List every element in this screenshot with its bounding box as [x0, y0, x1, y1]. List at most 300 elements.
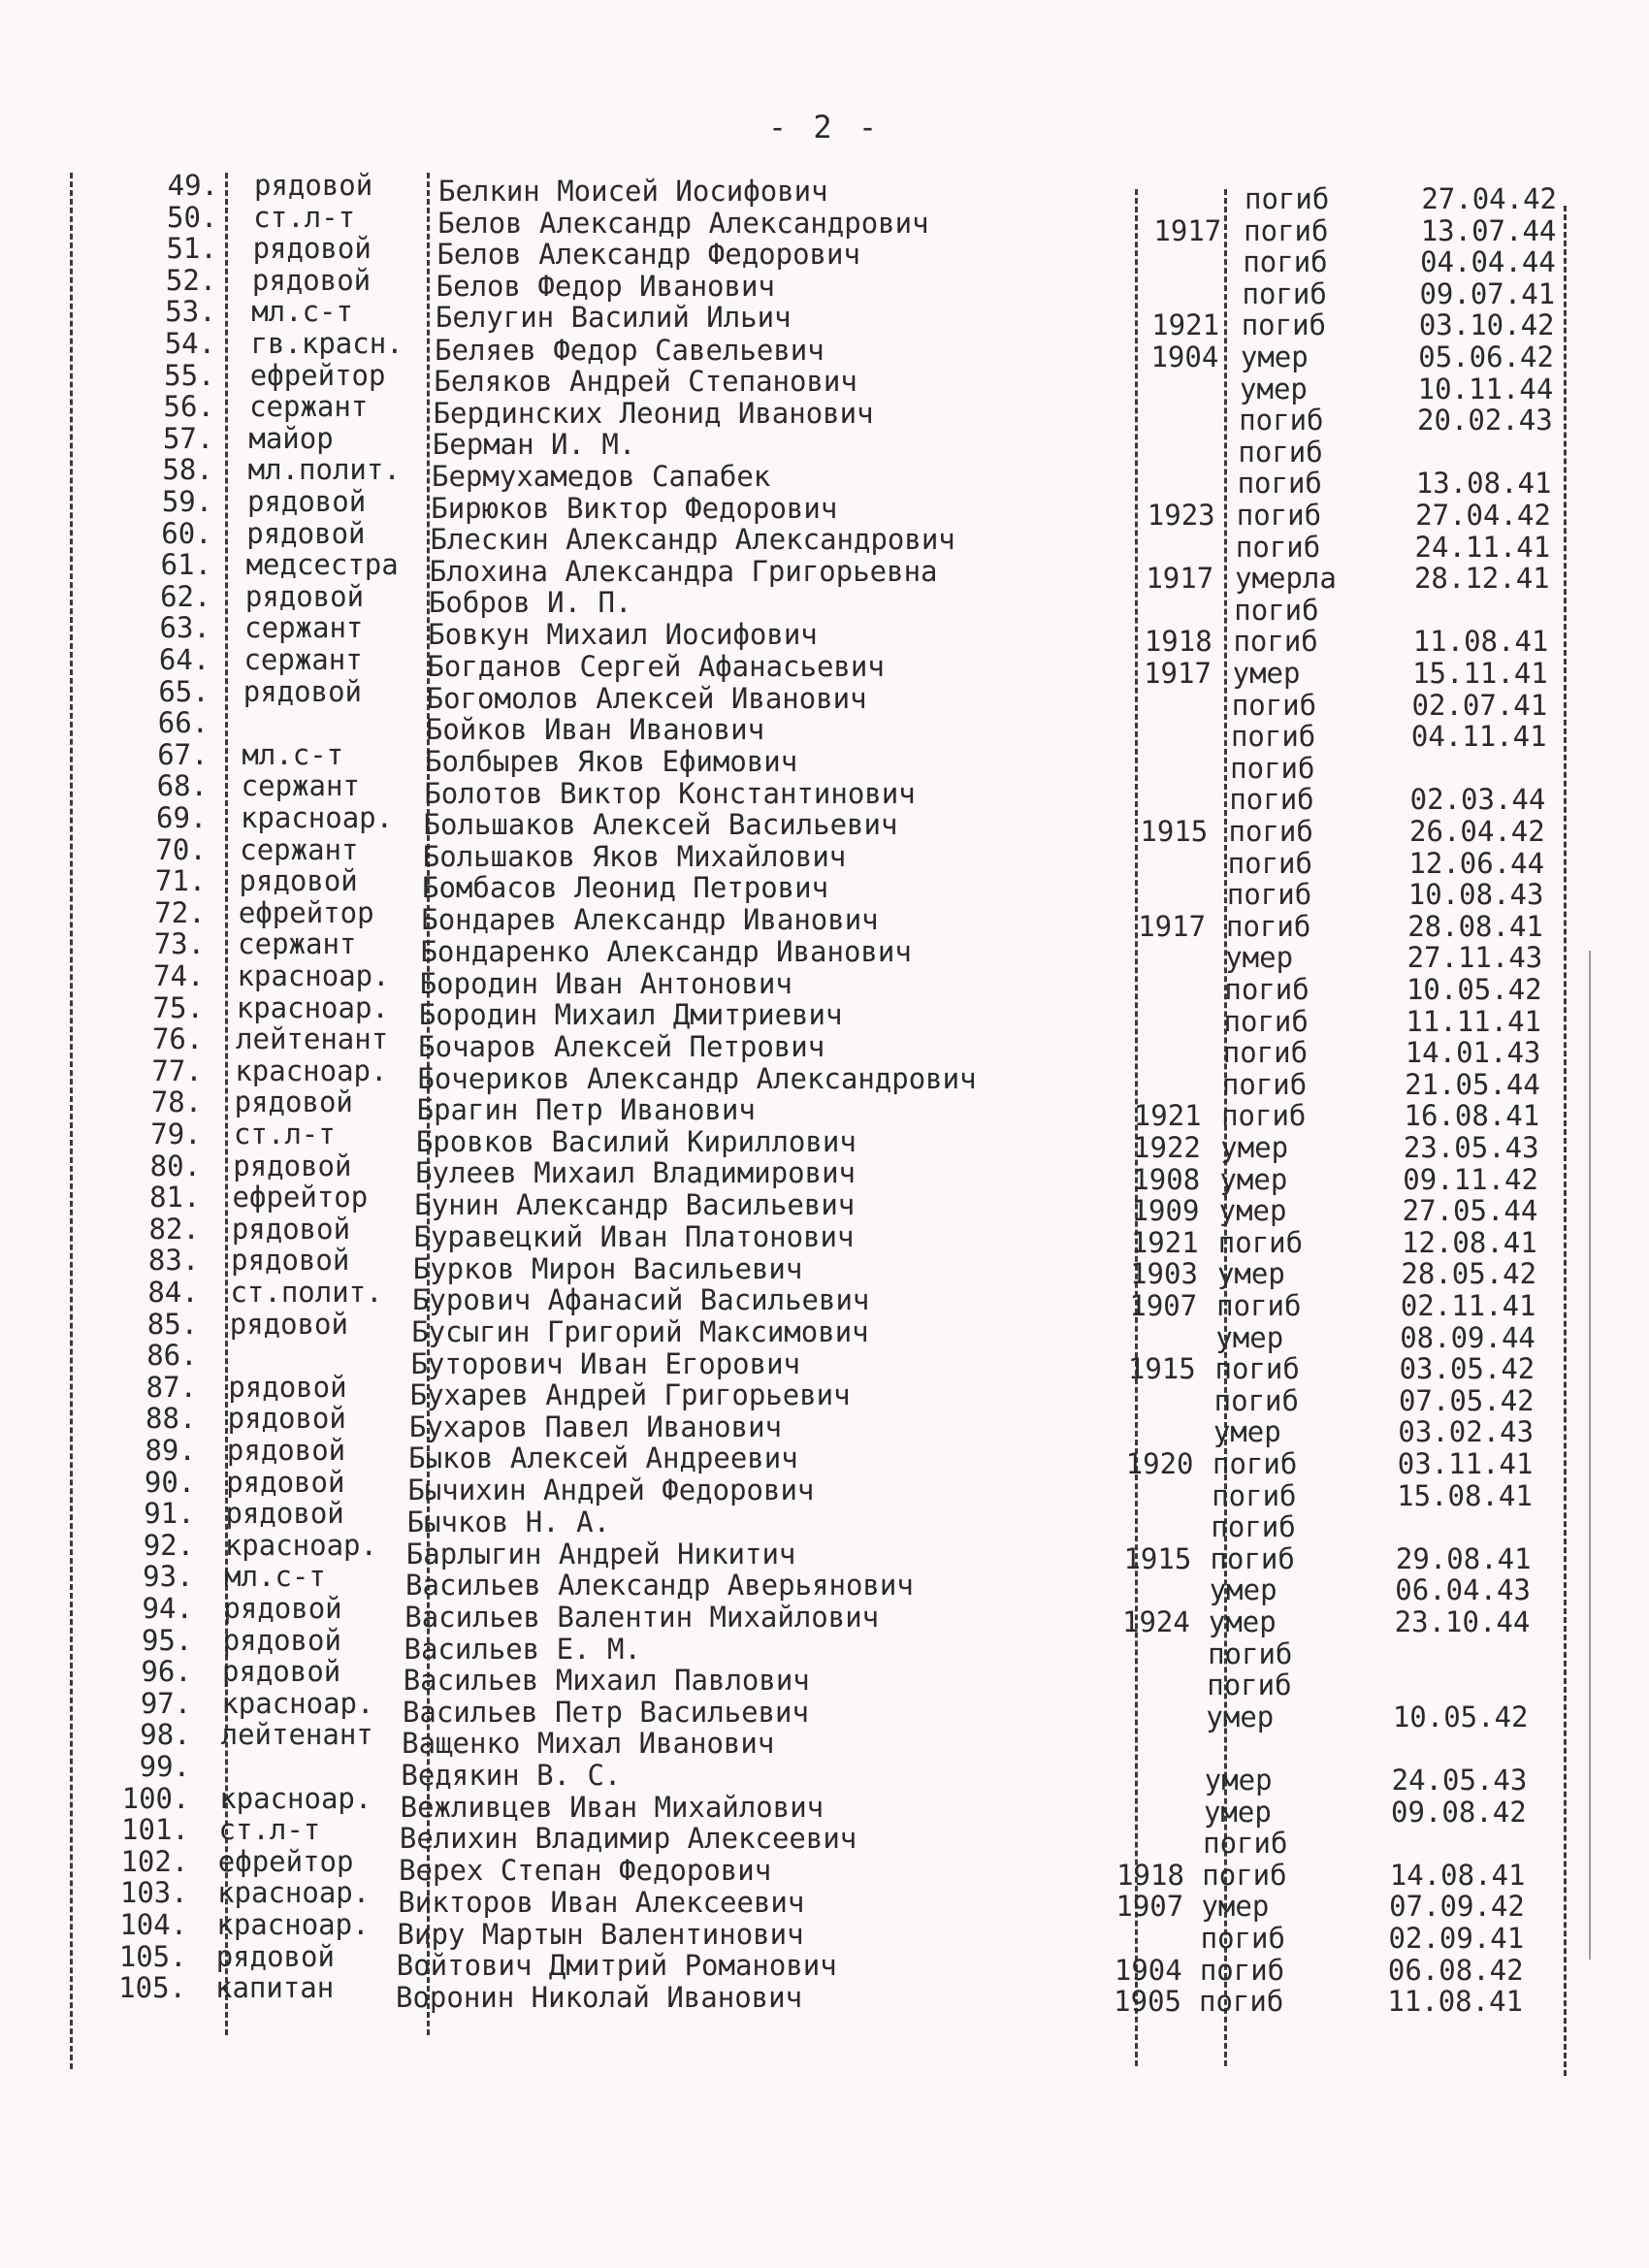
entry-num: 105.: [118, 1939, 187, 1973]
entry-name: Блескин Александр Александрович: [430, 523, 955, 557]
entry-num: 85.: [146, 1307, 199, 1341]
entry-rank: красноар.: [236, 990, 389, 1024]
entry-rank: рядовой: [223, 1592, 342, 1625]
list-item: [0, 1560, 1649, 1607]
entry-rank: рядовой: [242, 674, 362, 708]
list-item: [0, 1844, 1649, 1892]
entry-name: Блохина Александра Григорьевна: [429, 554, 938, 588]
entry-name: Вежливцев Иван Михайлович: [400, 1790, 824, 1824]
entry-date: 11.08.41: [1387, 1985, 1523, 2019]
entry-rank: мл.полит.: [247, 453, 401, 487]
entry-num: 72.: [154, 895, 206, 929]
entry-status: погиб: [1210, 1541, 1295, 1575]
entry-name: Васильев Петр Васильевич: [402, 1695, 809, 1729]
entry-num: 84.: [147, 1276, 199, 1309]
entry-name: Барлыгин Андрей Никитич: [405, 1537, 796, 1571]
entry-num: 77.: [151, 1053, 203, 1087]
entry-date: 23.10.44: [1394, 1605, 1531, 1638]
entry-status: погиб: [1199, 1985, 1284, 2019]
entry-status: умер: [1216, 1257, 1285, 1291]
entry-status: умер: [1201, 1890, 1270, 1924]
entry-num: 86.: [146, 1339, 198, 1373]
entry-year: 1915: [1127, 1352, 1196, 1386]
entry-name: Большаков Яков Михайлович: [422, 839, 847, 873]
entry-date: 07.05.42: [1398, 1383, 1535, 1417]
entry-rank: красноар.: [217, 1876, 371, 1910]
entry-status: погиб: [1233, 625, 1318, 659]
entry-status: умер: [1220, 1131, 1289, 1164]
entry-rank: красноар.: [224, 1528, 377, 1562]
entry-name: Буравецкий Иван Платонович: [413, 1219, 855, 1253]
entry-name: Бородин Иван Антонович: [419, 966, 792, 1000]
entry-num: 99.: [139, 1750, 191, 1783]
entry-date: 16.08.41: [1404, 1099, 1540, 1133]
entry-date: 02.09.41: [1388, 1922, 1525, 1955]
entry-name: Белкин Моисей Иосифович: [438, 175, 828, 208]
entry-status: погиб: [1213, 1383, 1299, 1417]
entry-rank: рядовой: [251, 263, 372, 297]
entry-rank: красноар.: [235, 1053, 388, 1087]
list-item: [0, 390, 1649, 437]
entry-date: 21.05.44: [1405, 1067, 1540, 1101]
entry-year: 1921: [1133, 1099, 1202, 1133]
entry-num: 105.: [118, 1971, 186, 2005]
entry-name: Болбырев Яков Ефимович: [425, 744, 798, 778]
entry-date: 02.11.41: [1400, 1289, 1536, 1322]
list-item: [0, 516, 1649, 564]
entry-status: умер: [1215, 1320, 1284, 1354]
entry-num: 81.: [149, 1181, 201, 1215]
entry-name: Бычихин Андрей Федорович: [407, 1473, 815, 1507]
entry-date: 27.04.42: [1415, 499, 1551, 532]
entry-status: погиб: [1245, 182, 1330, 215]
entry-status: погиб: [1217, 1225, 1304, 1259]
entry-date: 08.09.44: [1400, 1320, 1536, 1354]
entry-year: 1908: [1132, 1162, 1201, 1196]
entry-rank: ст.л-т: [253, 200, 356, 234]
entry-rank: сержант: [243, 643, 363, 676]
list-item: [0, 1876, 1649, 1924]
entry-name: Бовкун Михаил Иосифович: [428, 617, 818, 651]
entry-name: Большаков Алексей Васильевич: [423, 808, 898, 842]
entry-year: 1917: [1153, 213, 1222, 247]
entry-name: Васильев Александр Аверьянович: [405, 1569, 914, 1603]
entry-status: погиб: [1226, 909, 1311, 943]
entry-year: 1917: [1138, 909, 1207, 943]
entry-rank: сержант: [244, 611, 364, 645]
entry-status: умер: [1206, 1700, 1275, 1733]
list-item: [0, 1434, 1649, 1480]
entry-num: 104.: [119, 1908, 188, 1941]
entry-name: Берман И. М.: [432, 428, 636, 462]
list-item: [0, 1244, 1649, 1291]
entry-status: погиб: [1223, 1004, 1309, 1038]
entry-status: погиб: [1214, 1352, 1300, 1386]
entry-date: 28.08.41: [1407, 909, 1543, 943]
entry-rank: красноар.: [237, 959, 390, 992]
entry-date: 03.10.42: [1418, 308, 1555, 342]
entry-num: 51.: [166, 232, 217, 266]
entry-date: 05.06.42: [1418, 340, 1554, 373]
list-item: [0, 769, 1649, 817]
entry-date: 10.08.43: [1407, 878, 1544, 912]
entry-name: Бочаров Алексей Петрович: [418, 1029, 825, 1063]
list-item: [0, 1307, 1649, 1354]
list-item: [0, 990, 1649, 1038]
entry-num: 67.: [157, 737, 209, 771]
entry-name: Булеев Михаил Владимирович: [415, 1156, 857, 1190]
entry-rank: рядовой: [254, 169, 373, 202]
entry-date: 15.08.41: [1397, 1478, 1533, 1512]
entry-status: погиб: [1230, 720, 1316, 754]
entry-num: 101.: [121, 1813, 189, 1847]
entry-status: погиб: [1224, 973, 1310, 1006]
entry-name: Бочериков Александр Александрович: [417, 1061, 977, 1095]
entry-date: 10.05.42: [1406, 973, 1542, 1006]
entry-num: 82.: [148, 1212, 200, 1246]
entry-rank: рядовой: [226, 1434, 346, 1467]
entry-year: 1915: [1123, 1541, 1192, 1575]
entry-rank: сержант: [238, 927, 357, 961]
entry-year: 1904: [1114, 1953, 1182, 1987]
entry-status: погиб: [1221, 1099, 1307, 1133]
entry-date: 09.11.42: [1403, 1162, 1538, 1196]
entry-name: Васильев Е. М.: [404, 1632, 641, 1666]
entry-rank: гв.красн.: [250, 327, 404, 360]
list-item: [0, 232, 1649, 279]
entry-year: 1904: [1150, 340, 1219, 373]
entry-status: умер: [1209, 1573, 1277, 1607]
entry-num: 69.: [156, 801, 208, 834]
entry-status: погиб: [1234, 593, 1319, 627]
entry-rank: мл.с-т: [224, 1560, 326, 1594]
list-item: [0, 485, 1649, 532]
entry-rank: рядовой: [252, 232, 372, 266]
entry-name: Бурович Афанасий Васильевич: [411, 1283, 870, 1317]
entry-name: Белугин Василий Ильич: [435, 301, 792, 335]
entry-name: Брагин Петр Иванович: [416, 1093, 756, 1127]
entry-name: Воронин Николай Иванович: [396, 1980, 803, 2014]
list-item: [0, 1718, 1649, 1761]
entry-status: погиб: [1237, 467, 1322, 501]
list-item: [0, 453, 1649, 501]
entry-num: 58.: [162, 453, 213, 487]
entry-name: Бусыгин Григорий Максимович: [411, 1314, 869, 1348]
entry-date: 13.08.41: [1415, 467, 1552, 501]
entry-rank: капитан: [215, 1971, 335, 2005]
entry-rank: рядовой: [229, 1307, 348, 1341]
entry-status: погиб: [1208, 1636, 1293, 1670]
list-item: [0, 643, 1649, 690]
entry-name: Бермухамедов Сапабек: [432, 459, 771, 493]
entry-status: умер: [1212, 1415, 1281, 1449]
entry-num: 80.: [149, 1149, 202, 1183]
entry-name: Белов Александр Александрович: [437, 206, 929, 240]
list-item: [0, 1402, 1649, 1449]
list-item: [0, 959, 1649, 1006]
entry-date: 06.04.43: [1395, 1573, 1531, 1607]
entry-status: умер: [1204, 1764, 1273, 1797]
entry-date: 11.08.41: [1412, 625, 1549, 659]
entry-name: Бухарев Андрей Григорьевич: [409, 1378, 851, 1412]
entry-status: умер: [1208, 1605, 1277, 1638]
entry-date: 28.05.42: [1401, 1257, 1537, 1291]
entry-rank: лейтенант: [236, 1022, 389, 1056]
entry-num: 87.: [146, 1370, 197, 1404]
entry-date: 06.08.42: [1387, 1953, 1524, 1987]
entry-status: погиб: [1231, 688, 1317, 722]
entry-num: 78.: [150, 1085, 203, 1119]
entry-status: погиб: [1211, 1510, 1296, 1544]
entry-status: погиб: [1212, 1447, 1298, 1480]
entry-year: 1918: [1144, 625, 1212, 659]
entry-num: 50.: [167, 200, 218, 234]
list-item: [0, 1971, 1649, 2019]
entry-status: погиб: [1243, 245, 1328, 279]
entry-num: 65.: [158, 674, 210, 708]
entry-rank: рядовой: [225, 1497, 344, 1531]
list-item: [0, 263, 1649, 310]
entry-date: 29.08.41: [1395, 1541, 1532, 1575]
entry-rank: рядовой: [222, 1655, 341, 1689]
entry-status: погиб: [1229, 783, 1314, 817]
entry-name: Велихин Владимир Алексеевич: [399, 1822, 857, 1856]
entry-date: 03.05.42: [1399, 1352, 1536, 1386]
entry-rank: ефрейтор: [249, 358, 386, 392]
entry-rank: рядовой: [239, 864, 358, 898]
entry-year: 1920: [1125, 1447, 1194, 1480]
entry-num: 70.: [155, 832, 207, 866]
list-item: [0, 358, 1649, 405]
list-item: [0, 421, 1649, 469]
entry-name: Ведякин В. С.: [401, 1759, 622, 1792]
entry-rank: сержант: [241, 769, 360, 803]
list-item: [0, 1939, 1649, 1987]
entry-rank: рядовой: [234, 1085, 353, 1119]
entry-num: 100.: [121, 1781, 190, 1815]
entry-num: 53.: [165, 295, 216, 329]
entry-status: умер: [1225, 941, 1294, 975]
entry-num: 94.: [142, 1592, 193, 1625]
entry-rank: мл.с-т: [242, 737, 344, 771]
entry-num: 68.: [156, 769, 208, 803]
entry-name: Быков Алексей Андреевич: [408, 1442, 798, 1475]
entry-date: 12.06.44: [1408, 846, 1545, 880]
entry-num: 62.: [160, 579, 211, 613]
list-item: [0, 927, 1649, 975]
entry-date: 20.02.43: [1417, 404, 1553, 437]
entry-status: погиб: [1202, 1858, 1287, 1892]
entry-rank: рядовой: [226, 1465, 345, 1499]
list-item: [0, 1212, 1649, 1259]
entry-num: 52.: [165, 263, 217, 297]
entry-date: 15.11.41: [1412, 657, 1548, 690]
entry-status: погиб: [1222, 1036, 1309, 1070]
entry-name: Бомбасов Леонид Петрович: [422, 871, 829, 905]
entry-date: 24.11.41: [1414, 530, 1551, 564]
entry-status: умер: [1240, 372, 1308, 405]
entry-status: погиб: [1236, 499, 1322, 532]
entry-status: погиб: [1216, 1289, 1302, 1322]
entry-num: 98.: [140, 1718, 191, 1752]
list-item: [0, 295, 1649, 342]
entry-year: 1924: [1121, 1605, 1190, 1638]
entry-name: Бирюков Виктор Федорович: [431, 491, 838, 525]
entry-year: 1922: [1133, 1131, 1201, 1164]
entry-date: 26.04.42: [1409, 815, 1545, 848]
entry-rank: рядовой: [233, 1149, 352, 1183]
entry-name: Бойков Иван Иванович: [425, 713, 765, 747]
entry-rank: красноар.: [219, 1781, 372, 1815]
entry-rank: ефрейтор: [238, 895, 374, 929]
entry-name: Викторов Иван Алексеевич: [398, 1885, 805, 1919]
entry-name: Бурков Мирон Васильевич: [412, 1251, 803, 1285]
entry-year: 1907: [1116, 1890, 1184, 1924]
list-item: [0, 1465, 1649, 1512]
entry-date: 03.02.43: [1398, 1415, 1535, 1449]
entry-year: 1921: [1151, 308, 1220, 342]
entry-name: Буторович Иван Егорович: [410, 1346, 801, 1380]
list-item: [0, 611, 1649, 659]
list-item: [0, 1370, 1649, 1417]
entry-num: 63.: [159, 611, 210, 645]
list-item: [0, 169, 1649, 215]
entry-rank: сержант: [240, 832, 359, 866]
entry-num: 102.: [120, 1844, 189, 1878]
entry-status: погиб: [1227, 846, 1312, 880]
entry-num: 88.: [146, 1402, 197, 1436]
entry-name: Бухаров Павел Иванович: [408, 1409, 782, 1443]
entry-num: 92.: [143, 1528, 195, 1562]
entry-rank: рядовой: [227, 1402, 346, 1436]
entry-status: погиб: [1226, 878, 1312, 912]
entry-rank: медсестра: [245, 548, 399, 582]
entry-year: 1903: [1130, 1257, 1198, 1291]
list-item: [0, 1339, 1649, 1386]
entry-rank: рядовой: [228, 1370, 347, 1404]
entry-date: 27.04.42: [1421, 182, 1557, 215]
entry-date: 02.07.41: [1411, 688, 1548, 722]
entry-num: 96.: [141, 1655, 192, 1689]
entry-num: 93.: [143, 1560, 194, 1594]
entry-date: 28.12.41: [1413, 562, 1550, 596]
entry-num: 75.: [152, 990, 204, 1024]
list-item: [0, 1085, 1649, 1133]
entry-rank: красноар.: [216, 1908, 370, 1941]
entry-status: погиб: [1199, 1953, 1285, 1987]
entry-status: погиб: [1230, 751, 1315, 785]
list-item: [0, 1623, 1649, 1670]
entry-rank: рядовой: [246, 516, 366, 550]
entry-num: 61.: [160, 548, 212, 582]
list-item: [0, 801, 1649, 848]
entry-status: умер: [1240, 340, 1309, 373]
entry-date: 27.05.44: [1402, 1194, 1538, 1228]
entry-rank: мл.с-т: [251, 295, 353, 329]
entry-num: 73.: [153, 927, 206, 961]
entry-name: Бычков Н. А.: [406, 1505, 611, 1539]
entry-name: Войтович Дмитрий Романович: [396, 1949, 837, 1983]
entry-status: погиб: [1242, 276, 1327, 310]
entry-year: 1905: [1114, 1985, 1181, 2019]
entry-rank: рядовой: [244, 579, 365, 613]
entry-num: 71.: [154, 864, 207, 898]
entry-rank: красноар.: [221, 1686, 374, 1720]
entry-name: Бердинских Леонид Иванович: [433, 396, 874, 430]
entry-date: 13.07.44: [1420, 213, 1557, 247]
list-item: [0, 1908, 1649, 1955]
entry-year: 1909: [1131, 1194, 1200, 1228]
list-item: [0, 1655, 1649, 1702]
entry-rank: ст.л-т: [233, 1118, 336, 1150]
entry-name: Бровков Василий Кириллович: [415, 1124, 857, 1158]
entry-rank: ефрейтор: [232, 1181, 369, 1215]
entry-year: 1917: [1146, 562, 1214, 596]
entry-name: Беляев Федор Савельевич: [435, 333, 824, 367]
entry-num: 103.: [119, 1876, 188, 1910]
entry-rank: ефрейтор: [217, 1844, 354, 1878]
entry-num: 79.: [150, 1118, 202, 1150]
entry-rank: красноар.: [240, 801, 394, 834]
entry-rank: рядовой: [231, 1244, 350, 1278]
entry-rank: рядовой: [231, 1212, 351, 1246]
entry-num: 64.: [158, 643, 210, 676]
entry-year: 1923: [1147, 499, 1215, 532]
page-number: - 2 -: [767, 109, 882, 146]
list-item: [0, 1592, 1649, 1638]
entry-name: Ващенко Михал Иванович: [402, 1727, 775, 1761]
entry-num: 60.: [161, 516, 212, 550]
entry-num: 89.: [145, 1434, 196, 1467]
entry-status: погиб: [1221, 1067, 1308, 1101]
entry-num: 76.: [151, 1022, 204, 1056]
entry-num: 56.: [163, 390, 214, 424]
entry-date: 04.04.44: [1420, 245, 1556, 279]
entry-name: Богданов Сергей Афанасьевич: [427, 650, 885, 684]
entry-date: 24.05.43: [1391, 1764, 1528, 1797]
entry-name: Виру Мартын Валентинович: [397, 1917, 804, 1951]
entry-date: 03.11.41: [1397, 1447, 1534, 1480]
entry-num: 74.: [153, 959, 205, 992]
list-item: [0, 1149, 1649, 1196]
entry-num: 55.: [164, 358, 215, 392]
entry-rank: рядовой: [215, 1939, 335, 1973]
entry-status: погиб: [1239, 404, 1324, 437]
entry-status: умер: [1219, 1162, 1288, 1196]
entry-name: Бородин Михаил Дмитриевич: [418, 998, 843, 1032]
entry-status: погиб: [1238, 435, 1323, 469]
entry-num: 83.: [147, 1244, 200, 1278]
entry-name: Богомолов Алексей Иванович: [426, 681, 867, 715]
entry-num: 90.: [144, 1465, 196, 1499]
entry-rank: ст.л-т: [218, 1813, 321, 1847]
entry-name: Бобров И. П.: [428, 586, 632, 620]
entry-num: 97.: [140, 1686, 192, 1720]
list-item: [0, 1181, 1649, 1228]
list-item: [0, 200, 1649, 247]
entry-name: Бондаренко Александр Иванович: [420, 935, 912, 969]
list-item: [0, 1686, 1649, 1733]
entry-name: Болотов Виктор Константинович: [424, 776, 916, 810]
entry-date: 10.05.42: [1392, 1700, 1529, 1733]
entry-date: 27.11.43: [1406, 941, 1543, 975]
entry-num: 91.: [144, 1497, 195, 1531]
list-item: [0, 1497, 1649, 1544]
entry-name: Бондарев Александр Иванович: [421, 902, 879, 936]
entry-num: 66.: [157, 706, 210, 740]
entry-date: 09.08.42: [1390, 1795, 1527, 1829]
list-item: [0, 674, 1649, 722]
